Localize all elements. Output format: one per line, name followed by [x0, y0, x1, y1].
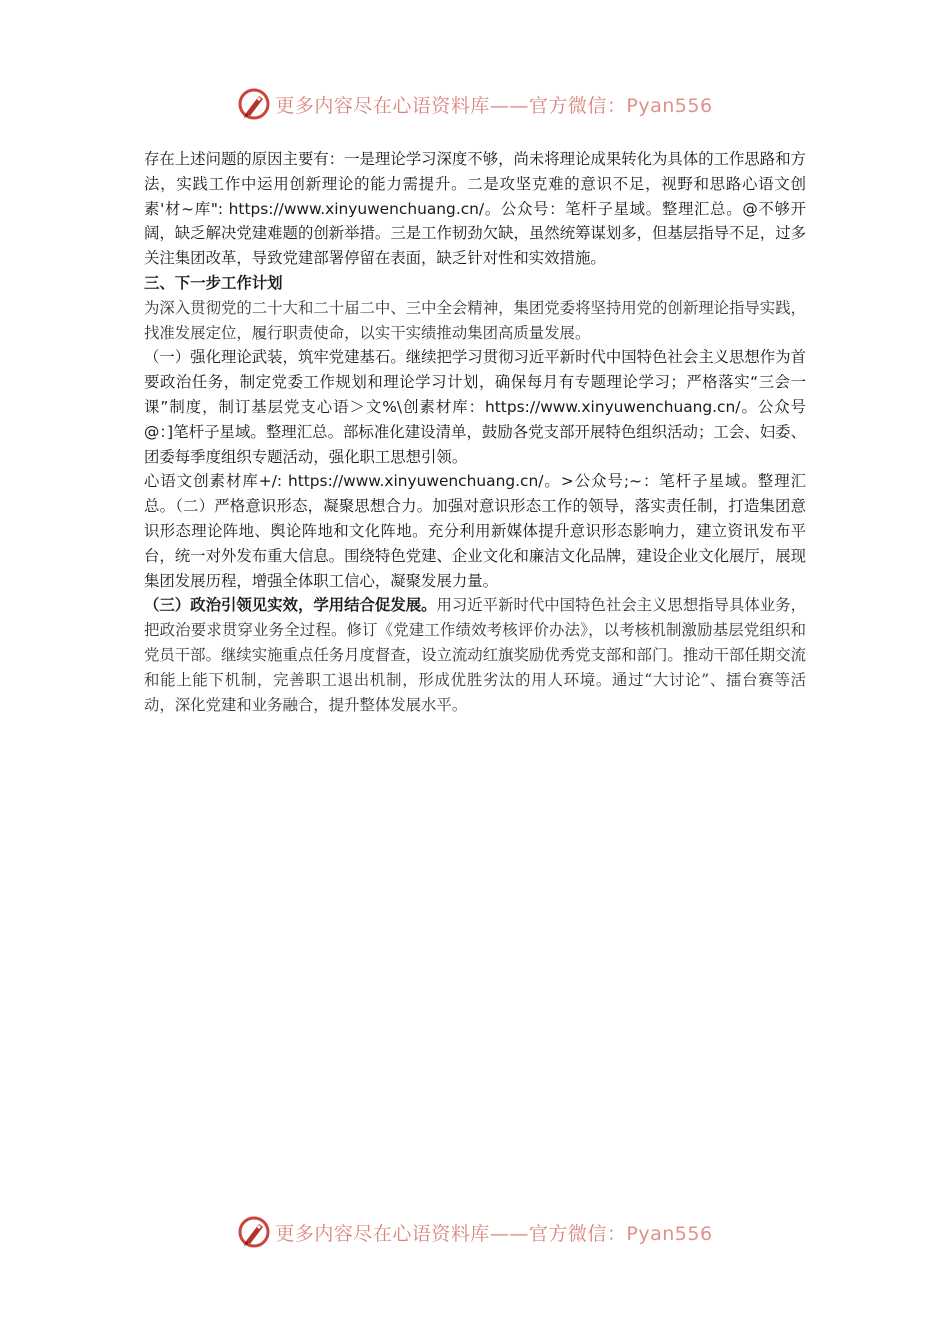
paragraph-item-1: （一）强化理论武装，筑牢党建基石。继续把学习贯彻习近平新时代中国特色社会主义思想作为首要政治任务，制定党委工作规划和理论学习计划，确保每月有专题理论学习；严格落实“三会一课”制度，制订基层党支心语＞文%\创素材库：https://www.xinyuwenchuang.cn/。公众号@：]笔杆子星域。整理汇总。部标准化建设清单，鼓励各党支部开展特色组织活动；工会、妇委、团委每季度组织专题活动，强化职工思想引领。 [144, 348, 806, 466]
header-banner-label: 更多内容尽在心语资料库——官方微信： [275, 94, 627, 117]
paragraph-item-2: 心语文创素材库+/: https://www.xinyuwenchuang.cn/。>公众号;~：笔杆子星域。整理汇总。（二）严格意识形态，凝聚思想合力。加强对意识形态工作的领导，落实责任制，打造集团意识形态理论阵地、舆论阵地和文化阵地。充分利用新媒体提升意识形态影响力，建立资讯发布平台，统一对外发布重大信息。围绕特色党建、企业文化和廉洁文化品牌，建设企业文化展厅，展现集团发展历程，增强全体职工信心，凝聚发展力量。 [144, 472, 806, 590]
footer-banner-text [275, 1219, 712, 1246]
header-banner-text [275, 91, 712, 118]
pen-nib-logo-icon [237, 1215, 271, 1249]
paragraph-causes: 存在上述问题的原因主要有：一是理论学习深度不够，尚未将理论成果转化为具体的工作思路和方法，实践工作中运用创新理论的能力需提升。二是攻坚克难的意识不足，视野和思路心语文创素'材~库": https://www.xinyuwenchuang.cn/。公众号：笔杆子星域。整理汇总。@不够开阔，缺乏解决党建难题的创新举措。三是工作韧劲欠缺，虽然统筹谋划多，但基层指导不足，过多关注集团改革，导致党建部署停留在表面，缺乏针对性和实效措施。 [144, 150, 806, 268]
header-banner [0, 84, 950, 124]
item-3-heading: （三）政治引领见实效，学用结合促发展。 [144, 596, 437, 615]
header-wechat-id: Pyan556 [626, 94, 713, 117]
footer-wechat-id: Pyan556 [626, 1222, 713, 1245]
pen-nib-logo-icon [237, 87, 271, 121]
document-body [144, 147, 806, 717]
footer-banner-label: 更多内容尽在心语资料库——官方微信： [275, 1222, 627, 1245]
paragraph-intro: 为深入贯彻党的二十大和二十届二中、三中全会精神，集团党委将坚持用党的创新理论指导实践，找准发展定位，履行职责使命，以实干实绩推动集团高质量发展。 [144, 298, 806, 342]
item-3-body: 用习近平新时代中国特色社会主义思想指导具体业务，把政治要求贯穿业务全过程。修订《党建工作绩效考核评价办法》，以考核机制激励基层党组织和党员干部。继续实施重点任务月度督查，设立流动红旗奖励优秀党支部和部门。推动干部任期交流和能上能下机制，完善职工退出机制，形成优胜劣汰的用人环境。通过“大讨论”、擂台赛等活动，深化党建和业务融合，提升整体发展水平。 [144, 596, 806, 714]
footer-banner [0, 1212, 950, 1252]
paragraph-item-3 [144, 593, 806, 717]
section-title: 三、下一步工作计划 [144, 273, 283, 292]
